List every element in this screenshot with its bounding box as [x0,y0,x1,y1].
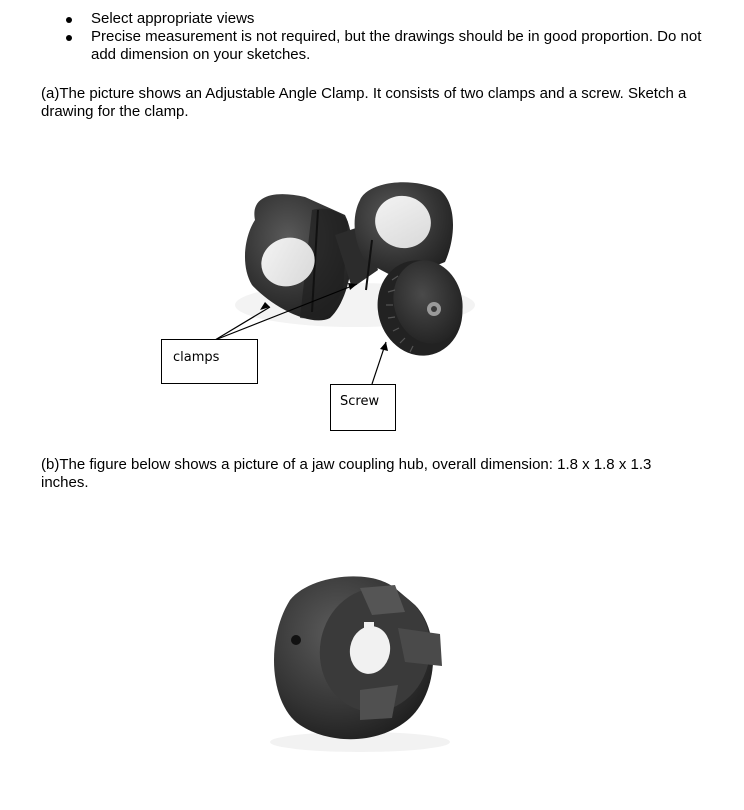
instruction-text: Select appropriate views [91,10,255,27]
jaw-coupling-hub-image [0,540,744,760]
instruction-text: Precise measurement is not required, but the drawings should be in good proportion. Do not add dimension on your sketches. [91,28,702,63]
clamps-label-box [161,339,258,384]
clamps-label: clamps [173,350,220,365]
screw-label-box [330,384,396,431]
part-a-text: (a)The picture shows an Adjustable Angle Clamp. It consists of two clamps and a screw. Sketch a drawing for the clamp. [41,85,687,120]
jaw-bottom [360,685,398,720]
set-screw-hole [291,635,301,645]
keyway [364,622,374,630]
part-b-text: (b)The figure below shows a picture of a jaw coupling hub, overall dimension: 1.8 x 1.8 x 1.3 inches. [41,456,652,491]
screw-label: Screw [340,394,380,409]
